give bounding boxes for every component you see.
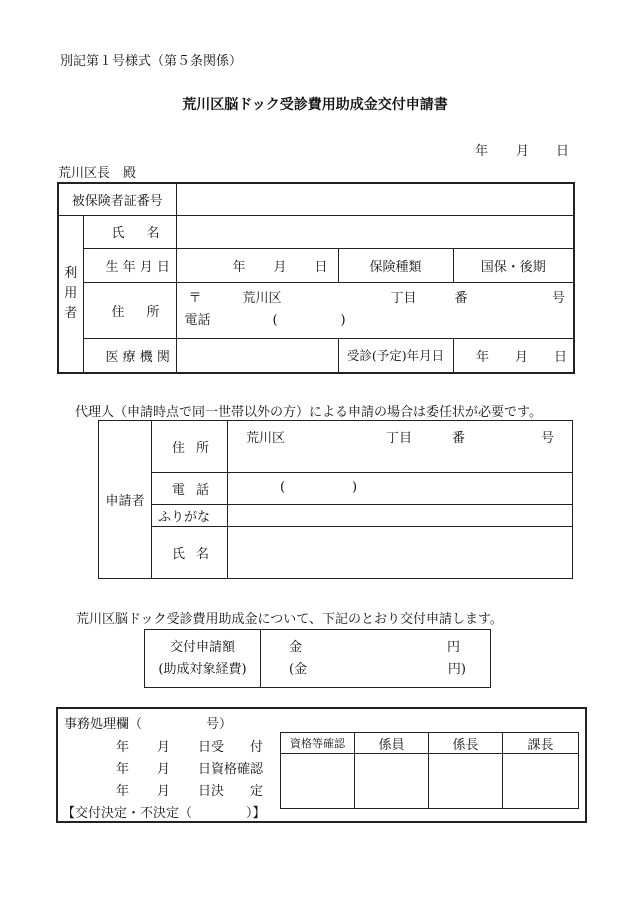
postal-mark: 〒 xyxy=(188,291,202,306)
stamp-cell-chief[interactable] xyxy=(429,754,503,809)
stamp-header-manager: 課長 xyxy=(503,733,579,754)
phone-label: 電話 xyxy=(184,313,211,328)
statement: 荒川区脳ドック受診費用助成金について、下記のとおり交付申請します。 xyxy=(76,612,503,627)
office-row-decision: 年 月 日決 定 xyxy=(116,784,264,799)
stamp-header-staff: 係員 xyxy=(355,733,429,754)
amount-label: 交付申請額 (助成対象経費) xyxy=(145,630,261,688)
furigana-field[interactable] xyxy=(228,505,573,527)
amount-field[interactable]: 金 円 (金 円) xyxy=(261,630,491,688)
stamp-cell-manager[interactable] xyxy=(503,754,579,809)
insurance-type-label: 保険種類 xyxy=(338,248,453,282)
birth-label: 生 年 月 日 xyxy=(83,248,176,282)
proxy-note: 代理人（申請時点で同一世帯以外の方）による申請の場合は委任状が必要です。 xyxy=(75,405,542,420)
insured-number-field[interactable] xyxy=(176,183,574,215)
amount-table xyxy=(144,629,491,688)
office-row-receipt: 年 月 日受 付 xyxy=(116,740,264,755)
date-day: 日 xyxy=(556,144,570,159)
applicant-address-label: 住 所 xyxy=(152,421,228,473)
address-ward: 荒川区 xyxy=(242,291,282,306)
name-label: 氏 名 xyxy=(83,215,176,248)
user-group-label: 利 用 者 xyxy=(58,215,83,373)
applicant-name-label: 氏 名 xyxy=(152,527,228,579)
stamp-cell-staff[interactable] xyxy=(355,754,429,809)
form-title: 荒川区脳ドック受診費用助成金交付申請書 xyxy=(182,97,448,113)
address-label: 住 所 xyxy=(83,282,176,338)
office-row-qualification: 年 月 日資格確認 xyxy=(116,762,264,777)
applicant-name-field[interactable] xyxy=(228,527,573,579)
exam-date-label: 受診(予定)年月日 xyxy=(339,339,454,372)
stamp-header-qualification: 資格等確認 xyxy=(281,733,355,754)
name-field[interactable] xyxy=(176,215,574,248)
birth-date-field[interactable]: 年 月 日 xyxy=(176,248,338,282)
office-use-box xyxy=(56,707,587,823)
date-year: 年 xyxy=(475,144,489,159)
applicant-table xyxy=(98,420,573,579)
applicant-label: 申請者 xyxy=(99,421,152,579)
form-id: 別記第１号様式（第５条関係） xyxy=(60,54,243,69)
applicant-phone-label: 電 話 xyxy=(152,473,228,505)
applicant-address-field[interactable]: 荒川区 丁目 番 号 xyxy=(228,421,573,473)
applicant-phone-field[interactable]: ( ) xyxy=(228,473,573,505)
user-info-table xyxy=(57,182,575,374)
addressee: 荒川区長 殿 xyxy=(58,166,137,181)
medical-field[interactable] xyxy=(176,338,338,373)
insured-number-label: 被保険者証番号 xyxy=(58,183,176,215)
date-month: 月 xyxy=(516,144,530,159)
insurance-type-value: 国保・後期 xyxy=(453,248,574,282)
office-decision: 【交付決定・不決定（ ）】 xyxy=(62,806,266,821)
exam-date-field[interactable]: 年 月 日 xyxy=(475,349,568,365)
medical-label: 医 療 機 関 xyxy=(83,338,176,373)
address-field[interactable]: 〒 荒川区 丁目 番 号 電話 ( ) xyxy=(176,282,574,338)
furigana-label: ふりがな xyxy=(152,505,228,527)
office-title: 事務処理欄（ 号） xyxy=(64,717,233,732)
stamp-header-chief: 係長 xyxy=(429,733,503,754)
stamp-cell-qualification[interactable] xyxy=(281,754,355,809)
stamp-table xyxy=(280,732,579,809)
